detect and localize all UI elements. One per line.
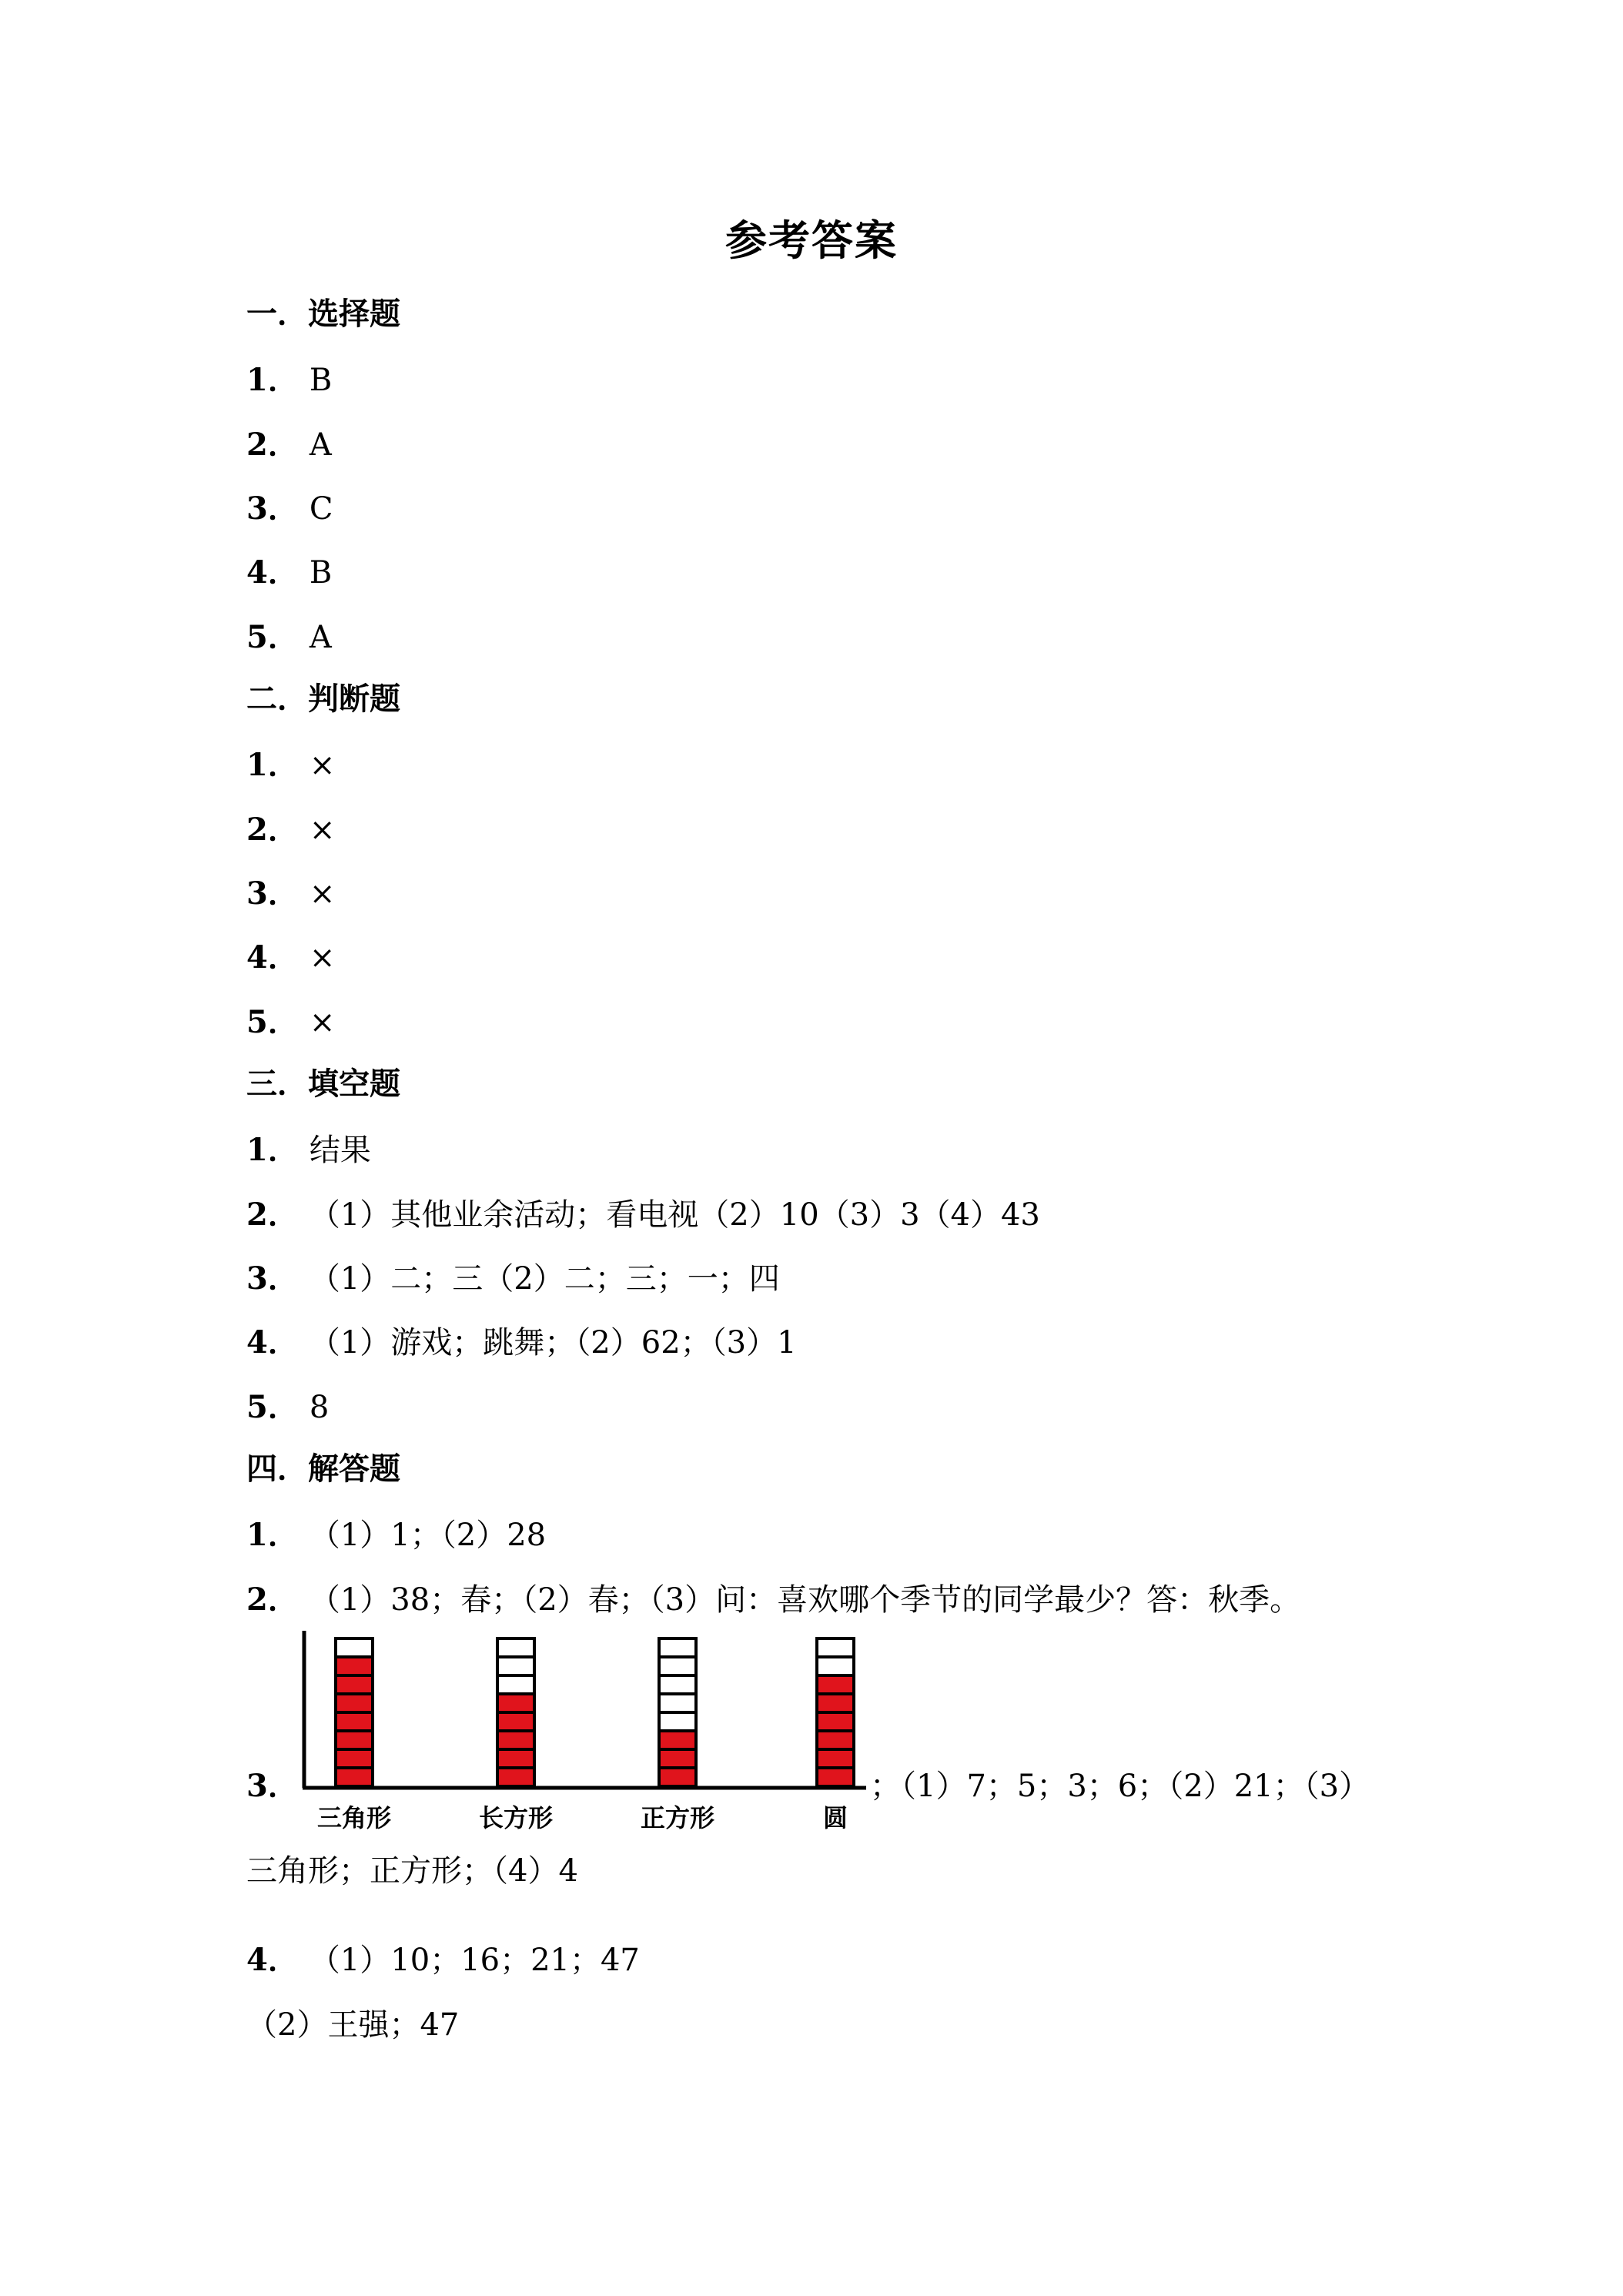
empty-cell: [497, 1675, 534, 1694]
category-label-4: 圆: [822, 1803, 848, 1832]
answer-4-3-num: 3．: [246, 1768, 299, 1804]
filled-cell: [336, 1768, 373, 1786]
answer-2-2: 2． ×: [246, 812, 336, 848]
filled-cell: [497, 1712, 534, 1731]
filled-cell: [336, 1731, 373, 1749]
filled-cell: [336, 1675, 373, 1694]
answer-1-3: 3． C: [246, 490, 333, 527]
page-title: 参考答案: [725, 216, 898, 265]
filled-cell: [497, 1694, 534, 1712]
empty-cell: [817, 1657, 854, 1675]
answer-2-4: 4． ×: [246, 939, 336, 976]
filled-cell: [336, 1712, 373, 1731]
filled-cell: [336, 1749, 373, 1768]
bar-1: [336, 1638, 373, 1786]
filled-cell: [817, 1768, 854, 1786]
empty-cell: [659, 1638, 696, 1657]
chart-category-labels: [317, 1803, 848, 1832]
answer-4-3-text: ；（1）7；5；3；6；（2）21；（3）: [870, 1769, 1370, 1804]
filled-cell: [817, 1731, 854, 1749]
answer-3-2: 2． （1）其他业余活动；看电视（2）10（3）3（4）43: [246, 1197, 1040, 1233]
empty-cell: [659, 1694, 696, 1712]
filled-cell: [497, 1749, 534, 1768]
shape-count-bar-chart: [293, 1625, 878, 1848]
filled-cell: [817, 1712, 854, 1731]
category-label-2: 长方形: [478, 1803, 554, 1832]
empty-cell: [659, 1657, 696, 1675]
answer-4-4: 4． （1）10；16；21；47: [246, 1942, 640, 1978]
filled-cell: [659, 1768, 696, 1786]
answer-2-1: 1． ×: [246, 747, 336, 783]
filled-cell: [659, 1731, 696, 1749]
answer-1-5: 5． A: [246, 619, 332, 655]
bar-4: [817, 1638, 854, 1786]
answer-3-4: 4． （1）游戏；跳舞；（2）62；（3）1: [246, 1324, 797, 1361]
section-heading-choice: 一．选择题: [246, 296, 400, 332]
empty-cell: [659, 1712, 696, 1731]
answer-1-4: 4． B: [246, 554, 333, 591]
answer-2-3: 3． ×: [246, 875, 336, 912]
answer-1-2: 2． A: [246, 427, 332, 463]
empty-cell: [497, 1638, 534, 1657]
answer-2-5: 5． ×: [246, 1004, 336, 1040]
section-heading-solve: 四．解答题: [246, 1451, 400, 1487]
filled-cell: [497, 1731, 534, 1749]
bar-2: [497, 1638, 534, 1786]
filled-cell: [659, 1749, 696, 1768]
filled-cell: [336, 1694, 373, 1712]
answer-4-2: 2． （1）38；春；（2）春；（3）问：喜欢哪个季节的同学最少？答：秋季。: [246, 1581, 1301, 1618]
filled-cell: [817, 1675, 854, 1694]
filled-cell: [497, 1768, 534, 1786]
chart-bars: [336, 1638, 854, 1786]
filled-cell: [336, 1657, 373, 1675]
answer-4-4-continuation: （2）王强；47: [246, 2007, 460, 2043]
empty-cell: [659, 1675, 696, 1694]
answer-4-1: 1． （1）1；（2）28: [246, 1517, 547, 1553]
empty-cell: [336, 1638, 373, 1657]
section-heading-fill: 三．填空题: [246, 1066, 400, 1102]
answer-3-3: 3． （1）二；三（2）二；三；一；四: [246, 1260, 780, 1297]
empty-cell: [817, 1638, 854, 1657]
answer-4-3-continuation: 三角形；正方形；（4）4: [246, 1853, 578, 1889]
filled-cell: [817, 1749, 854, 1768]
answer-3-5: 5． 8: [246, 1389, 330, 1425]
empty-cell: [497, 1657, 534, 1675]
section-heading-judge: 二．判断题: [246, 681, 400, 717]
category-label-1: 三角形: [316, 1803, 392, 1832]
answer-3-1: 1． 结果: [246, 1132, 371, 1168]
bar-3: [659, 1638, 696, 1786]
filled-cell: [817, 1694, 854, 1712]
answer-1-1: 1． B: [246, 362, 333, 398]
category-label-3: 正方形: [640, 1803, 715, 1832]
